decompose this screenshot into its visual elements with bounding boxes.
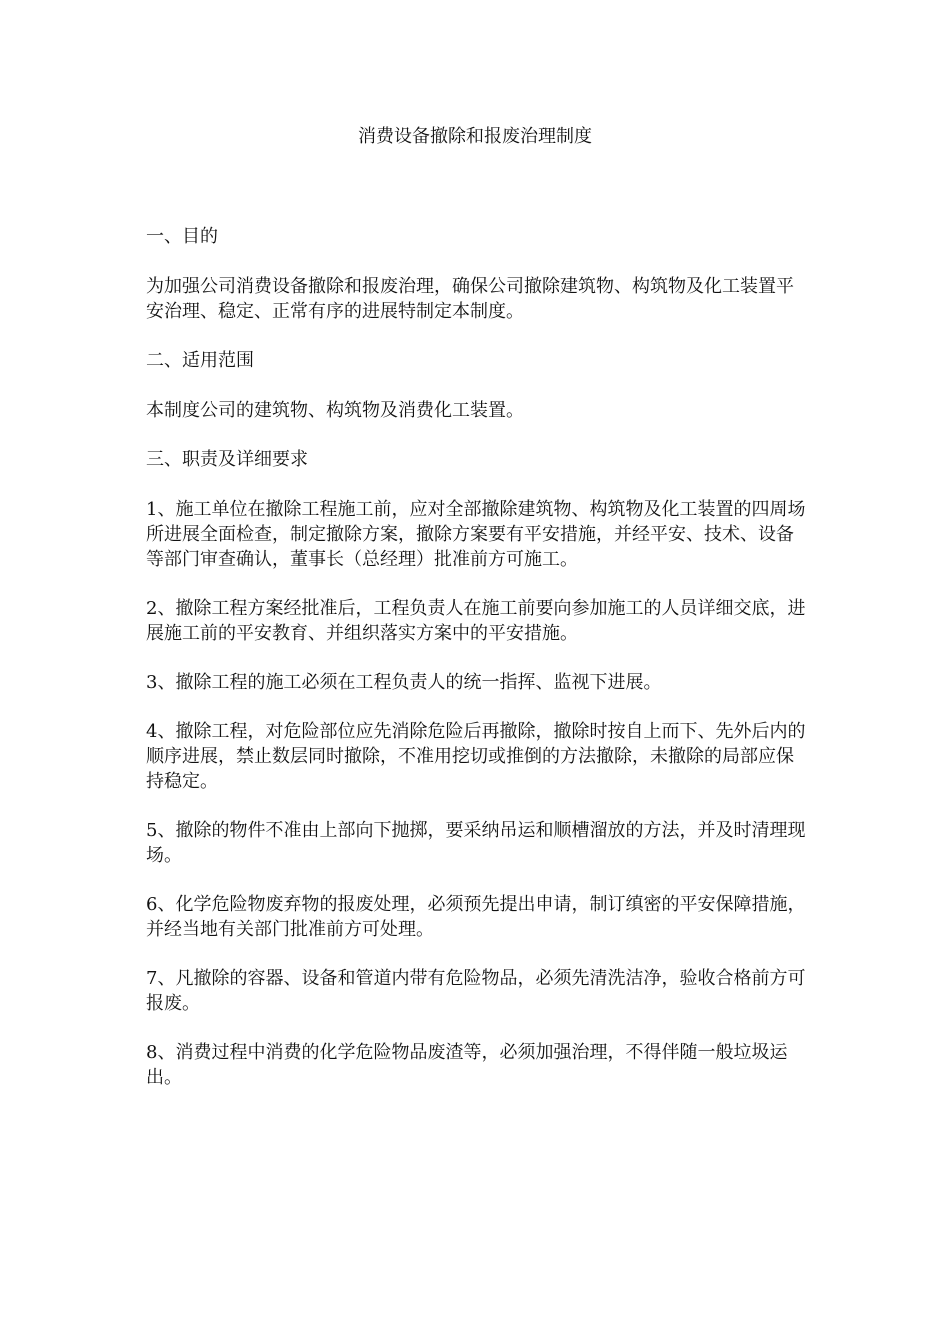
requirement-item-1: 1、施工单位在撤除工程施工前，应对全部撤除建筑物、构筑物及化工装置的四周场所进展全面检查，制定撤除方案，撤除方案要有平安措施，并经平安、技术、设备等部门审查确认，董事长（总经理）批准前方可施工。 [146,499,806,570]
requirement-item-3: 3、撤除工程的施工必须在工程负责人的统一指挥、监视下进展。 [146,672,662,693]
document-title: 消费设备撤除和报废治理制度 [358,126,592,147]
scope-paragraph: 本制度公司的建筑物、构筑物及消费化工装置。 [146,400,524,421]
requirement-item-2: 2、撤除工程方案经批准后，工程负责人在施工前要向参加施工的人员详细交底，进展施工前的平安教育、并组织落实方案中的平安措施。 [146,598,806,644]
requirement-item-4: 4、撤除工程，对危险部位应先消除危险后再撤除，撤除时按自上而下、先外后内的顺序进展，禁止数层同时撤除，不准用挖切或推倒的方法撤除，未撤除的局部应保持稳定。 [146,721,806,792]
requirement-item-8: 8、消费过程中消费的化学危险物品废渣等，必须加强治理，不得伴随一般垃圾运出。 [146,1042,788,1088]
section-heading-scope: 二、适用范围 [146,350,254,371]
requirement-item-7: 7、凡撤除的容器、设备和管道内带有危险物品，必须先清洗洁净，验收合格前方可报废。 [146,968,806,1014]
requirement-item-6: 6、化学危险物废弃物的报废处理，必须预先提出申请，制订缜密的平安保障措施，并经当地有关部门批准前方可处理。 [146,894,806,940]
requirement-item-5: 5、撤除的物件不准由上部向下抛掷，要采纳吊运和顺槽溜放的方法，并及时清理现场。 [146,820,806,866]
section-heading-purpose: 一、目的 [146,226,218,247]
section-heading-responsibilities: 三、职责及详细要求 [146,449,308,470]
document-body [146,224,806,1114]
purpose-paragraph: 为加强公司消费设备撤除和报废治理，确保公司撤除建筑物、构筑物及化工装置平安治理、稳定、正常有序的进展特制定本制度。 [146,276,794,322]
